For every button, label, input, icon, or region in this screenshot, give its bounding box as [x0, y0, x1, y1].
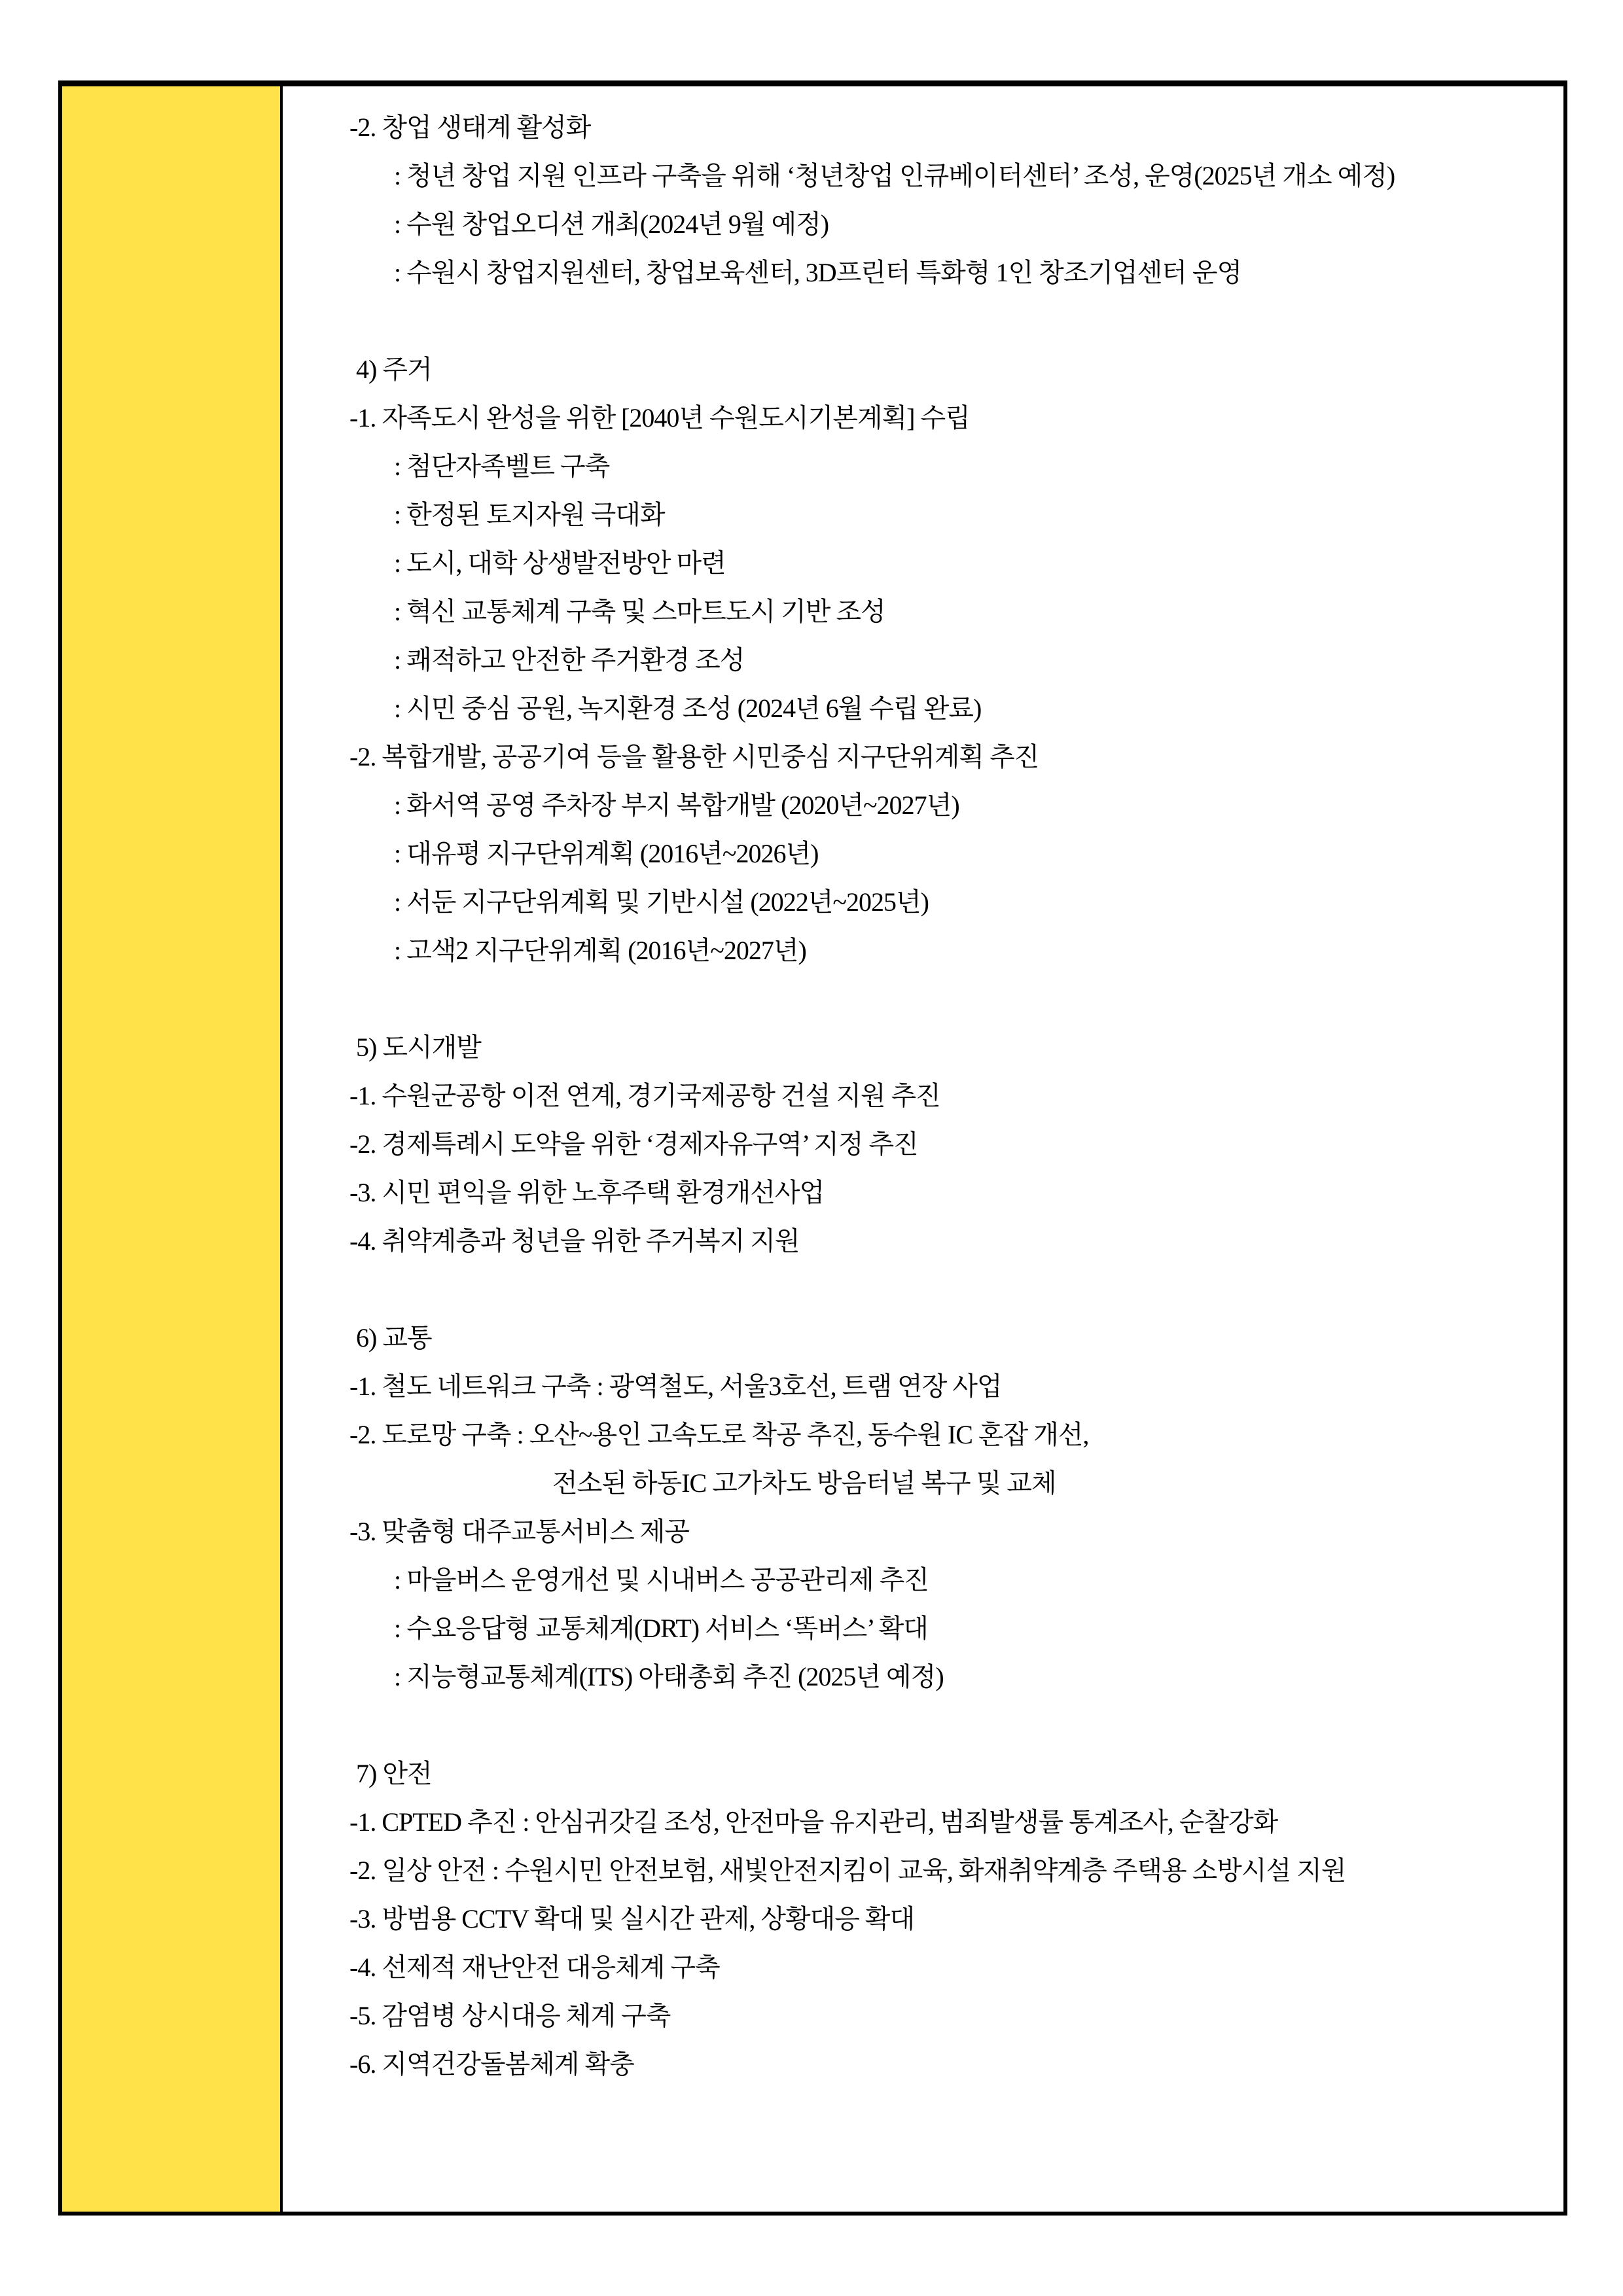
- doc-line: -1. 철도 네트워크 구축 : 광역철도, 서울3호선, 트램 연장 사업: [349, 1371, 1002, 1401]
- doc-line: -2. 일상 안전 : 수원시민 안전보험, 새빛안전지킴이 교육, 화재취약계층 주택용 소방시설 지원: [349, 1856, 1346, 1885]
- blank-line: [346, 975, 1550, 1023]
- doc-line: -3. 맞춤형 대주교통서비스 제공: [349, 1517, 689, 1546]
- blank-line: [346, 1701, 1550, 1750]
- doc-line: : 수요응답형 교통체계(DRT) 서비스 ‘똑버스’ 확대: [394, 1614, 928, 1643]
- doc-line: : 혁신 교통체계 구축 및 스마트도시 기반 조성: [394, 597, 885, 626]
- doc-line: : 고색2 지구단위계획 (2016년~2027년): [394, 936, 806, 965]
- doc-line: -3. 방범용 CCTV 확대 및 실시간 관제, 상황대응 확대: [349, 1904, 915, 1934]
- document-table: [58, 80, 1567, 2216]
- doc-line: -1. 수원군공항 이전 연계, 경기국제공항 건설 지원 추진: [349, 1081, 940, 1110]
- doc-line: : 수원시 창업지원센터, 창업보육센터, 3D프린터 특화형 1인 창조기업센터 운영: [394, 258, 1242, 287]
- doc-line: -5. 감염병 상시대응 체계 구축: [349, 2001, 671, 2030]
- doc-line: : 지능형교통체계(ITS) 아태총회 추진 (2025년 예정): [394, 1662, 944, 1691]
- doc-line: -2. 도로망 구축 : 오산~용인 고속도로 착공 추진, 동수원 IC 혼잡 개선,: [349, 1420, 1089, 1449]
- blank-line: [346, 297, 1550, 345]
- doc-line: -2. 복합개발, 공공기여 등을 활용한 시민중심 지구단위계획 추진: [349, 742, 1039, 771]
- doc-line: -3. 시민 편익을 위한 노후주택 환경개선사업: [349, 1178, 825, 1207]
- doc-line: -1. CPTED 추진 : 안심귀갓길 조성, 안전마을 유지관리, 범죄발생률 통계조사, 순찰강화: [349, 1807, 1278, 1837]
- doc-line: -1. 자족도시 완성을 위한 [2040년 수원도시기본계획] 수립: [349, 403, 970, 433]
- doc-line: 5) 도시개발: [356, 1033, 481, 1062]
- doc-line: 4) 주거: [356, 355, 432, 384]
- doc-line: -2. 경제특례시 도약을 위한 ‘경제자유구역’ 지정 추진: [349, 1129, 918, 1159]
- doc-line: : 대유평 지구단위계획 (2016년~2026년): [394, 839, 819, 868]
- doc-line: -4. 선제적 재난안전 대응체계 구축: [349, 1952, 720, 1982]
- blank-line: [346, 1265, 1550, 1314]
- doc-line: -2. 창업 생태계 활성화: [349, 113, 591, 142]
- doc-line: : 마을버스 운영개선 및 시내버스 공공관리제 추진: [394, 1565, 929, 1595]
- doc-line: 6) 교통: [356, 1323, 432, 1352]
- left-header-cell: [62, 86, 283, 2212]
- doc-line: : 한정된 토지자원 극대화: [394, 500, 665, 529]
- doc-line: -4. 취약계층과 청년을 위한 주거복지 지원: [349, 1226, 800, 1256]
- doc-line: : 쾌적하고 안전한 주거환경 조성: [394, 645, 745, 675]
- doc-line: : 수원 창업오디션 개최(2024년 9월 예정): [394, 209, 829, 239]
- doc-line: : 시민 중심 공원, 녹지환경 조성 (2024년 6월 수립 완료): [394, 694, 982, 723]
- doc-line: : 도시, 대학 상생발전방안 마련: [394, 548, 726, 578]
- doc-line: 전소된 하동IC 고가차도 방음터널 복구 및 교체: [552, 1468, 1056, 1498]
- doc-line: : 서둔 지구단위계획 및 기반시설 (2022년~2025년): [394, 887, 929, 917]
- doc-line: 7) 안전: [356, 1759, 432, 1788]
- doc-line: : 화서역 공영 주차장 부지 복합개발 (2020년~2027년): [394, 790, 959, 820]
- doc-line: -6. 지역건강돌봄체계 확충: [349, 2049, 634, 2079]
- doc-line: : 청년 창업 지원 인프라 구축을 위해 ‘청년창업 인큐베이터센터’ 조성, 운영(2025년 개소 예정): [394, 161, 1395, 190]
- doc-line: : 첨단자족벨트 구축: [394, 451, 610, 481]
- content-cell: [283, 86, 1563, 2212]
